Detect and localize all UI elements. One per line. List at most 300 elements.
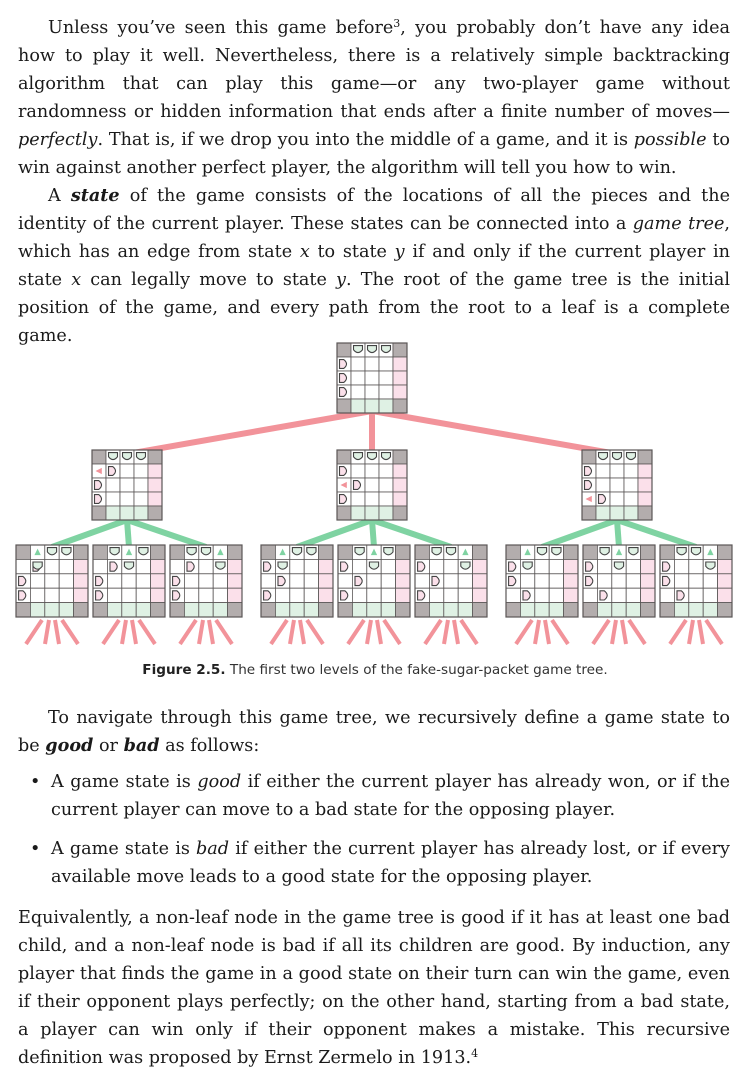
text: if and only if the current player in state	[18, 242, 730, 290]
tree-edge-stub	[622, 620, 626, 644]
level2-board	[660, 545, 732, 617]
board-cell	[107, 588, 121, 602]
board-cell	[151, 574, 165, 588]
board-cell	[596, 464, 610, 478]
corner-cell	[74, 603, 88, 617]
board-cell	[275, 603, 289, 617]
board-cell	[396, 588, 410, 602]
board-cell	[610, 506, 624, 520]
board-cell	[638, 464, 652, 478]
board-cell	[134, 478, 148, 492]
board-cell	[199, 603, 213, 617]
board-cell	[367, 574, 381, 588]
board-cell	[379, 357, 393, 371]
board-cell	[703, 603, 717, 617]
red-piece-icon	[341, 562, 348, 571]
text: as follows:	[159, 736, 260, 756]
green-piece-icon	[307, 548, 316, 555]
board-cell	[213, 603, 227, 617]
board-cell	[30, 574, 44, 588]
green-piece-icon	[33, 562, 42, 569]
board-cell	[703, 588, 717, 602]
board-cell	[352, 588, 366, 602]
board-cell	[45, 574, 59, 588]
red-piece-icon	[264, 591, 271, 600]
board-cell	[429, 559, 443, 573]
red-piece-icon	[600, 591, 607, 600]
corner-cell	[393, 399, 407, 413]
board-cell	[59, 588, 73, 602]
text: if either the current player has already lost, or if every available move leads to a good state for the opposing player.	[51, 839, 730, 887]
level2-board	[170, 545, 242, 617]
tree-edge-stub	[55, 620, 59, 644]
green-piece-icon	[691, 548, 700, 555]
corner-cell	[170, 603, 184, 617]
green-piece-icon	[461, 562, 470, 569]
red-piece-icon	[340, 360, 347, 369]
board-cell	[136, 559, 150, 573]
math-var: x	[71, 270, 82, 290]
board-cell	[228, 559, 242, 573]
red-piece-icon	[585, 481, 592, 490]
red-piece-icon	[187, 562, 194, 571]
board-cell	[107, 574, 121, 588]
level2-board	[415, 545, 487, 617]
figure-label: Figure 2.5.	[142, 662, 226, 678]
emphasis: bad	[196, 839, 230, 859]
board-cell	[134, 492, 148, 506]
board-cell	[564, 559, 578, 573]
board-cell	[703, 574, 717, 588]
board-cell	[351, 506, 365, 520]
board-cell	[151, 559, 165, 573]
text: to state	[309, 242, 395, 262]
board-cell	[660, 588, 674, 602]
corner-cell	[718, 545, 732, 559]
green-piece-icon	[677, 548, 686, 555]
corner-cell	[16, 603, 30, 617]
board-cell	[106, 478, 120, 492]
board-cell	[674, 559, 688, 573]
board-cell	[549, 559, 563, 573]
tree-edge-stub	[699, 620, 703, 644]
board-cell	[199, 588, 213, 602]
tree-edge-stub	[670, 620, 686, 644]
red-piece-icon	[96, 576, 103, 585]
board-cell	[638, 478, 652, 492]
corner-cell	[148, 506, 162, 520]
page-body	[18, 14, 730, 350]
tree-edge-stub	[689, 620, 693, 644]
board-cell	[718, 574, 732, 588]
red-piece-icon	[418, 562, 425, 571]
list-item-good	[18, 768, 730, 824]
tree-edge-stub	[122, 620, 126, 644]
board-cell	[365, 464, 379, 478]
tree-edge-green	[297, 520, 372, 547]
red-piece-icon	[586, 562, 593, 571]
red-piece-icon	[509, 562, 516, 571]
green-piece-icon	[368, 346, 377, 353]
board-cell	[597, 559, 611, 573]
board-cell	[184, 603, 198, 617]
root-board	[337, 343, 407, 413]
level1-board	[92, 450, 162, 520]
defined-term: state	[70, 185, 120, 206]
defined-term-good: good	[45, 735, 94, 756]
board-cell	[213, 574, 227, 588]
level1-board	[582, 450, 652, 520]
board-cell	[120, 506, 134, 520]
green-piece-icon	[384, 548, 393, 555]
green-piece-icon	[354, 453, 363, 460]
red-piece-icon	[355, 576, 362, 585]
board-cell	[393, 492, 407, 506]
board-cell	[136, 588, 150, 602]
board-cell	[367, 603, 381, 617]
board-cell	[381, 559, 395, 573]
corner-cell	[319, 545, 333, 559]
green-piece-icon	[614, 562, 623, 569]
tree-edge-green	[372, 520, 374, 547]
bullet-icon: •	[30, 772, 41, 792]
board-cell	[626, 588, 640, 602]
tree-edge-stub	[706, 620, 722, 644]
board-cell	[107, 603, 121, 617]
board-cell	[351, 464, 365, 478]
board-cell	[393, 464, 407, 478]
corner-cell	[473, 603, 487, 617]
board-cell	[718, 588, 732, 602]
green-piece-icon	[552, 548, 561, 555]
text: A game state is	[51, 839, 197, 859]
board-cell	[319, 588, 333, 602]
corner-cell	[319, 603, 333, 617]
board-cell	[365, 506, 379, 520]
board-cell	[381, 603, 395, 617]
board-cell	[458, 588, 472, 602]
board-cell	[134, 506, 148, 520]
tree-edge-green	[542, 520, 617, 547]
board-cell	[136, 603, 150, 617]
corner-cell	[660, 603, 674, 617]
red-piece-icon	[523, 591, 530, 600]
board-cell	[304, 574, 318, 588]
corner-cell	[396, 603, 410, 617]
board-cell	[641, 559, 655, 573]
board-cell	[689, 603, 703, 617]
paragraph-navigate	[18, 704, 730, 760]
board-cell	[535, 559, 549, 573]
green-piece-icon	[627, 453, 636, 460]
level2-board	[506, 545, 578, 617]
board-cell	[506, 588, 520, 602]
green-piece-icon	[600, 548, 609, 555]
board-cell	[624, 478, 638, 492]
red-piece-icon	[354, 481, 361, 490]
game-tree-diagram	[0, 325, 750, 660]
board-cell	[381, 574, 395, 588]
board-cell	[473, 574, 487, 588]
board-cell	[338, 574, 352, 588]
green-piece-icon	[47, 548, 56, 555]
green-piece-icon	[629, 548, 638, 555]
board-cell	[458, 574, 472, 588]
board-cell	[535, 588, 549, 602]
green-piece-icon	[523, 562, 532, 569]
board-cell	[30, 603, 44, 617]
board-cell	[122, 574, 136, 588]
green-piece-icon	[123, 453, 132, 460]
board-cell	[444, 574, 458, 588]
board-cell	[535, 603, 549, 617]
board-cell	[184, 574, 198, 588]
list-item-bad	[18, 835, 730, 891]
corner-cell	[506, 545, 520, 559]
board-cell	[351, 385, 365, 399]
tree-edge-stub	[216, 620, 232, 644]
text: if either the current player has already won, or if the current player can move to a bad state for the opposing player.	[51, 772, 731, 820]
board-cell	[304, 588, 318, 602]
board-cell	[290, 574, 304, 588]
text: , you probably don’t have any idea how to play it well. Nevertheless, there is a relatively simple backtracking algorithm that can play this game—or any two-player game without randomness or hidden information that ends after a finite number of moves—	[18, 18, 730, 122]
board-cell	[626, 574, 640, 588]
text: Equivalently, a non-leaf node in the game tree is good if it has at least one bad child, and a non-leaf node is bad if all its children are good. By induction, any player that finds the game in a good state on their turn can win the game, even if their opponent plays perfectly; on the other hand, starting from a bad state, a player can win only if their opponent makes a mistake. This recursive definition was proposed by Ernst Zermelo in 1913.	[18, 908, 730, 1068]
level1-board	[337, 450, 407, 520]
board-cell	[275, 588, 289, 602]
tree-edge-stub	[132, 620, 136, 644]
corner-cell	[337, 399, 351, 413]
math-var: y	[394, 242, 405, 262]
board-cell	[624, 492, 638, 506]
figure-caption-text: The first two levels of the fake-sugar-packet game tree.	[229, 662, 608, 678]
green-piece-icon	[613, 453, 622, 460]
tree-edge-green	[617, 520, 696, 547]
board-cell	[74, 559, 88, 573]
red-piece-icon	[585, 467, 592, 476]
board-cell	[396, 559, 410, 573]
tree-edge-stub	[516, 620, 532, 644]
board-cell	[120, 478, 134, 492]
corner-cell	[92, 506, 106, 520]
corner-cell	[338, 545, 352, 559]
tree-edge-stub	[348, 620, 364, 644]
tree-edge-stub	[545, 620, 549, 644]
level2-board	[338, 545, 410, 617]
corner-cell	[74, 545, 88, 559]
tree-edge-stub	[45, 620, 49, 644]
board-cell	[610, 464, 624, 478]
text: . That is, if we drop you into the middle of a game, and it is	[97, 130, 634, 150]
board-cell	[170, 559, 184, 573]
board-cell	[365, 357, 379, 371]
text: , which has an edge from state	[18, 214, 730, 262]
footnote-marker-3[interactable]: 3	[393, 17, 401, 30]
board-cell	[365, 478, 379, 492]
corner-cell	[93, 545, 107, 559]
board-cell	[444, 588, 458, 602]
board-cell	[120, 492, 134, 506]
green-piece-icon	[124, 562, 133, 569]
tree-edge-stub	[139, 620, 155, 644]
board-cell	[444, 559, 458, 573]
board-cell	[415, 574, 429, 588]
emphasis: perfectly	[18, 130, 98, 150]
board-cell	[45, 559, 59, 573]
tree-edge-red	[372, 411, 617, 454]
board-cell	[228, 574, 242, 588]
corner-cell	[415, 603, 429, 617]
corner-cell	[337, 343, 351, 357]
board-cell	[624, 506, 638, 520]
corner-cell	[641, 603, 655, 617]
tree-edge-stub	[103, 620, 119, 644]
emphasis: possible	[633, 130, 707, 150]
tree-edge-green	[127, 520, 129, 547]
board-cell	[596, 506, 610, 520]
board-cell	[365, 492, 379, 506]
corner-cell	[638, 506, 652, 520]
board-cell	[596, 478, 610, 492]
board-cell	[612, 588, 626, 602]
red-piece-icon	[109, 467, 116, 476]
board-cell	[689, 574, 703, 588]
tree-edge-green	[372, 520, 451, 547]
corner-cell	[660, 545, 674, 559]
board-cell	[379, 464, 393, 478]
tree-edge-stub	[425, 620, 441, 644]
board-cell	[641, 588, 655, 602]
board-cell	[549, 603, 563, 617]
board-cell	[122, 588, 136, 602]
board-cell	[184, 588, 198, 602]
red-piece-icon	[95, 481, 102, 490]
board-cell	[674, 603, 688, 617]
red-piece-icon	[264, 562, 271, 571]
board-cell	[718, 559, 732, 573]
board-cell	[290, 603, 304, 617]
green-piece-icon	[382, 453, 391, 460]
red-piece-icon	[340, 467, 347, 476]
corner-cell	[393, 506, 407, 520]
tree-edge-stub	[367, 620, 371, 644]
board-cell	[638, 492, 652, 506]
board-cell	[148, 492, 162, 506]
board-cell	[290, 588, 304, 602]
tree-edge-green	[127, 520, 206, 547]
board-cell	[689, 559, 703, 573]
tree-edge-stub	[612, 620, 616, 644]
green-piece-icon	[368, 453, 377, 460]
tree-edge-stub	[593, 620, 609, 644]
corner-cell	[92, 450, 106, 464]
corner-cell	[261, 545, 275, 559]
green-piece-icon	[382, 346, 391, 353]
red-piece-icon	[599, 495, 606, 504]
corner-cell	[393, 343, 407, 357]
tree-edge-stub	[62, 620, 78, 644]
green-piece-icon	[187, 548, 196, 555]
green-piece-icon	[369, 562, 378, 569]
corner-cell	[338, 603, 352, 617]
tree-edge-green	[52, 520, 127, 547]
red-piece-icon	[663, 562, 670, 571]
text: can legally move to state	[81, 270, 337, 290]
board-cell	[458, 603, 472, 617]
board-cell	[148, 464, 162, 478]
board-cell	[626, 559, 640, 573]
corner-cell	[337, 506, 351, 520]
emphasis: game tree	[632, 214, 725, 234]
board-cell	[59, 559, 73, 573]
board-cell	[151, 588, 165, 602]
board-cell	[59, 603, 73, 617]
corner-cell	[473, 545, 487, 559]
board-cell	[473, 588, 487, 602]
green-piece-icon	[139, 548, 148, 555]
board-cell	[93, 559, 107, 573]
corner-cell	[396, 545, 410, 559]
corner-cell	[393, 450, 407, 464]
red-piece-icon	[19, 576, 26, 585]
tree-edge-stub	[300, 620, 304, 644]
text: . The root of the game tree is the initial position of the game, and every path from the root to a leaf is a complete game.	[18, 270, 730, 346]
tree-edge-stub	[271, 620, 287, 644]
red-piece-icon	[341, 591, 348, 600]
green-piece-icon	[137, 453, 146, 460]
board-cell	[535, 574, 549, 588]
board-cell	[148, 478, 162, 492]
corner-cell	[583, 545, 597, 559]
board-cell	[379, 371, 393, 385]
board-cell	[379, 492, 393, 506]
board-cell	[304, 559, 318, 573]
footnote-marker-4[interactable]: 4	[471, 1047, 479, 1060]
corner-cell	[151, 545, 165, 559]
board-cell	[199, 559, 213, 573]
board-cell	[520, 603, 534, 617]
board-cell	[473, 559, 487, 573]
corner-cell	[641, 545, 655, 559]
text: or	[93, 736, 124, 756]
board-cell	[549, 588, 563, 602]
green-piece-icon	[537, 548, 546, 555]
board-cell	[261, 574, 275, 588]
board-cell	[45, 588, 59, 602]
board-cell	[304, 603, 318, 617]
board-cell	[674, 574, 688, 588]
math-var: y	[336, 270, 346, 290]
board-cell	[429, 588, 443, 602]
board-cell	[199, 574, 213, 588]
tree-edge-stub	[26, 620, 42, 644]
red-piece-icon	[173, 576, 180, 585]
tree-edge-stub	[384, 620, 400, 644]
green-piece-icon	[706, 562, 715, 569]
board-cell	[689, 588, 703, 602]
tree-edge-stub	[290, 620, 294, 644]
math-var: x	[299, 242, 310, 262]
corner-cell	[564, 545, 578, 559]
board-cell	[597, 574, 611, 588]
board-cell	[379, 399, 393, 413]
corner-cell	[16, 545, 30, 559]
board-cell	[136, 574, 150, 588]
tree-edge-stub	[444, 620, 448, 644]
tree-edge-stub	[209, 620, 213, 644]
tree-edge-red	[127, 411, 372, 454]
board-cell	[429, 603, 443, 617]
